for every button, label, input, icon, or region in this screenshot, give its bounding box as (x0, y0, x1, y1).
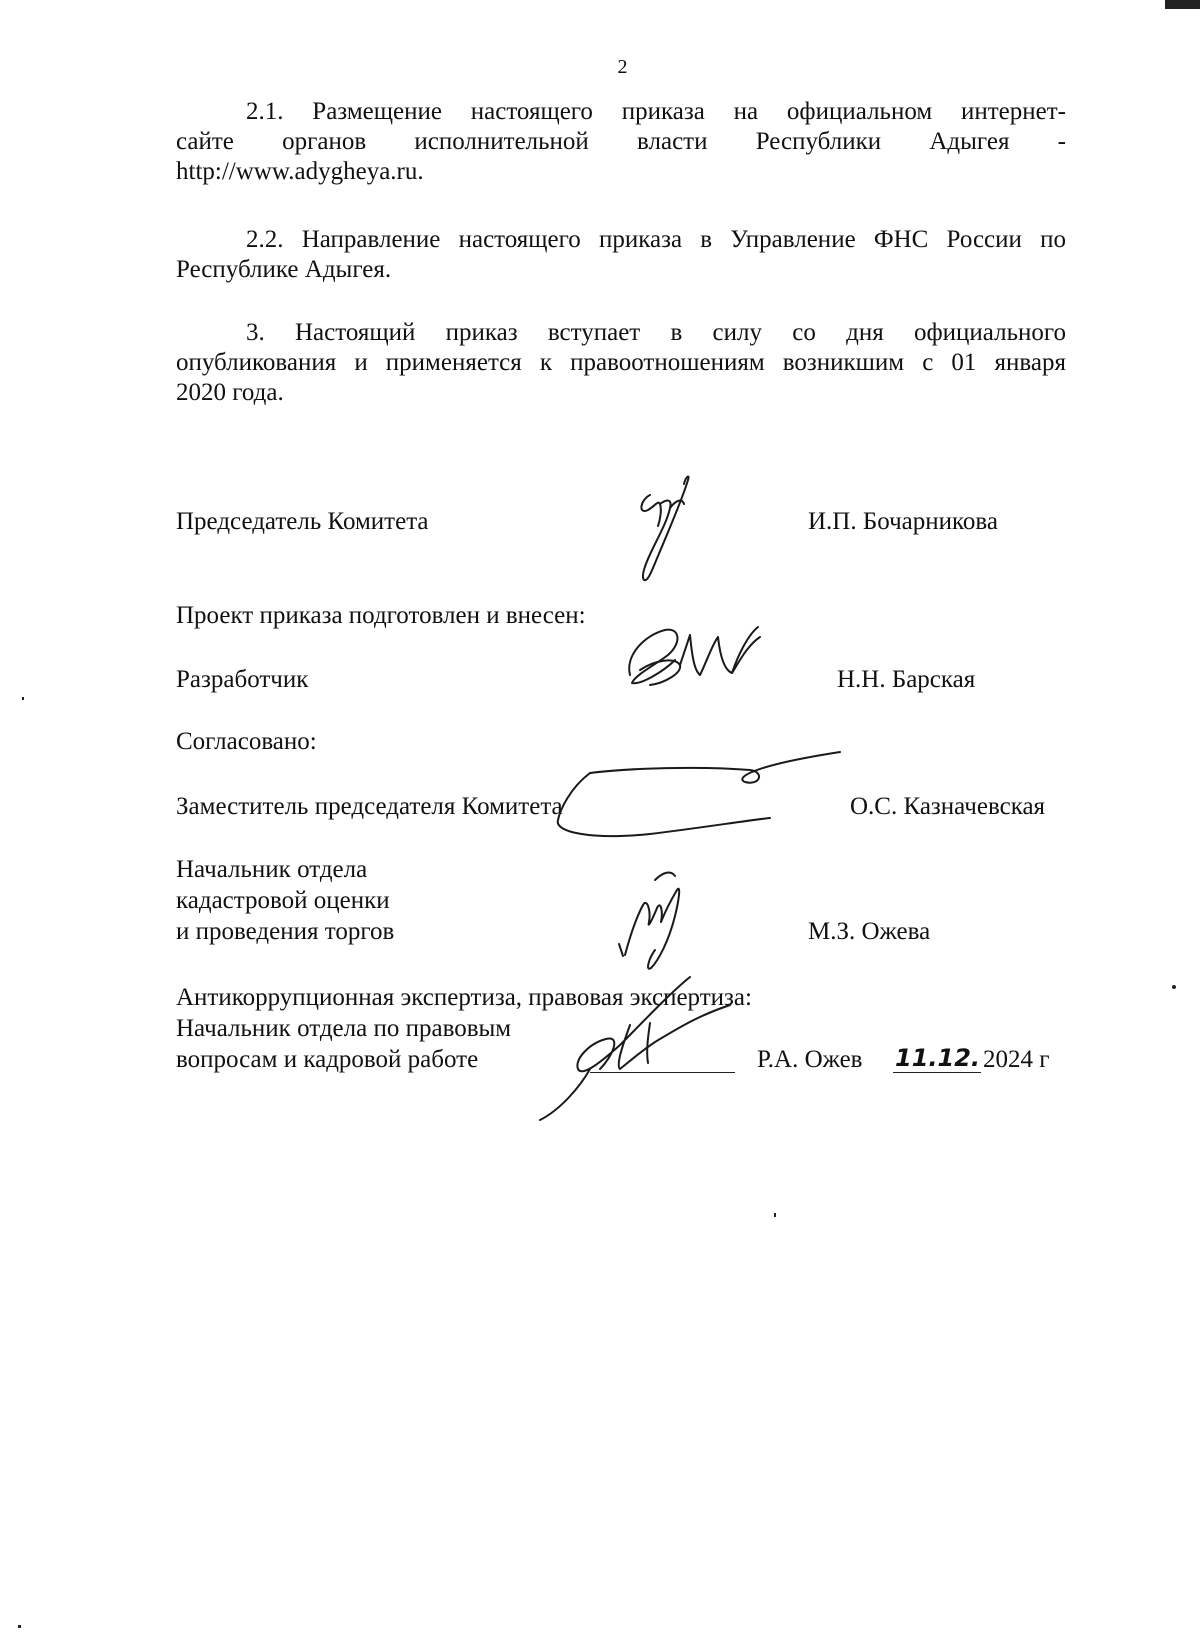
developer-name: Н.Н. Барская (837, 666, 976, 693)
paragraph-3-line-2: опубликования и применяется к правоотношениям возникшим с 01 января (176, 349, 1066, 376)
page-number: 2 (617, 56, 628, 78)
chairman-signature (630, 470, 710, 585)
scan-dot (774, 1213, 776, 1217)
chairman-title: Председатель Комитета (176, 508, 429, 535)
paragraph-2-1 (176, 97, 1066, 187)
paragraph-2-2 (176, 225, 1066, 285)
agreed-heading: Согласовано: (176, 728, 317, 755)
date-year: 2024 г (983, 1046, 1050, 1073)
expertise-heading: Антикоррупционная экспертиза, правовая экспертиза: (176, 984, 752, 1011)
head-cadastral-name: М.З. Ожева (808, 918, 931, 945)
head-cadastral-title-line-1: Начальник отдела (176, 856, 368, 883)
head-legal-signature (530, 965, 740, 1125)
deputy-title: Заместитель председателя Комитета (176, 793, 563, 820)
scan-dot (1172, 985, 1176, 989)
paragraph-2-2-line-2: Республике Адыгея. (176, 256, 392, 283)
date-underline (893, 1072, 981, 1073)
prepared-heading: Проект приказа подготовлен и внесен: (176, 602, 586, 629)
chairman-name: И.П. Бочарникова (808, 508, 998, 535)
scan-dot (18, 1625, 21, 1628)
deputy-name: О.С. Казначевская (850, 793, 1046, 820)
head-cadastral-title-line-2: кадастровой оценки (176, 887, 390, 914)
paragraph-2-1-line-1: 2.1. Размещение настоящего приказа на официальном интернет- (246, 98, 1066, 125)
paragraph-2-2-line-1: 2.2. Направление настоящего приказа в Управление ФНС России по (246, 226, 1066, 253)
head-legal-title-line-1: Начальник отдела по правовым (176, 1015, 512, 1042)
head-legal-name: Р.А. Ожев (757, 1046, 863, 1073)
scan-corner-mark (1165, 0, 1200, 9)
developer-signature (620, 615, 770, 695)
paragraph-3 (176, 318, 1066, 408)
paragraph-3-line-1: 3. Настоящий приказ вступает в силу со дня официального (246, 319, 1066, 346)
deputy-signature (550, 748, 850, 848)
head-cadastral-title-line-3: и проведения торгов (176, 918, 395, 945)
paragraph-2-1-line-3: http://www.adygheya.ru. (176, 158, 424, 185)
handwritten-date: 11.12. (895, 1044, 981, 1072)
head-legal-title-line-2: вопросам и кадровой работе (176, 1046, 479, 1073)
paragraph-2-1-line-2: сайте органов исполнительной власти Республики Адыгея - (176, 128, 1066, 155)
developer-title: Разработчик (176, 666, 309, 693)
paragraph-3-line-3: 2020 года. (176, 379, 284, 406)
head-cadastral-signature (615, 860, 705, 975)
scan-dot (22, 697, 24, 700)
